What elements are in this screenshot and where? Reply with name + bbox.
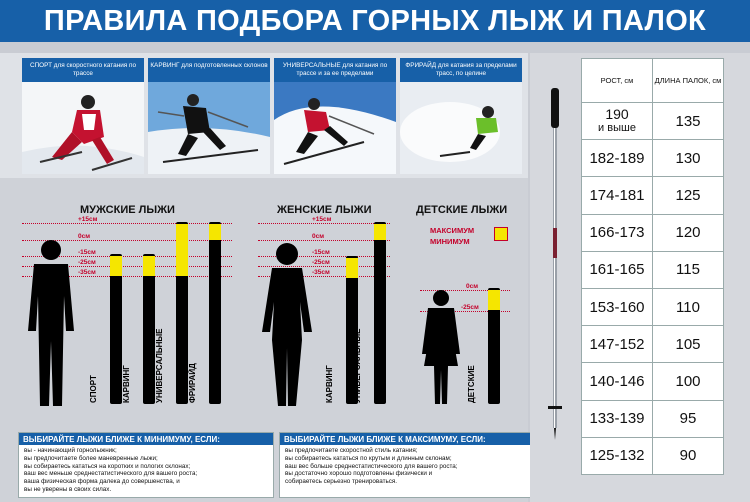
men-skis-title: МУЖСКИЕ ЛЫЖИ bbox=[80, 204, 175, 216]
photo-sport bbox=[22, 58, 144, 174]
table-row bbox=[582, 400, 724, 437]
height-cell: 147-152 bbox=[582, 326, 653, 363]
women-ski-label-carving: КАРВИНГ bbox=[325, 365, 334, 403]
kids-mark-0: 0см bbox=[466, 283, 479, 290]
table-row bbox=[582, 214, 724, 251]
skier-universal-image bbox=[274, 82, 396, 174]
women-mark-plus15: +15см bbox=[312, 216, 332, 223]
photo-caption: УНИВЕРСАЛЬНЫЕ для катания по трассе и за ее пределами bbox=[274, 58, 396, 82]
list-item: вы собираетесь кататься по крутым и длинным склонам; bbox=[285, 454, 452, 462]
sizing-table bbox=[581, 58, 724, 475]
men-mark-plus15: +15см bbox=[78, 216, 98, 223]
column-header-pole: ДЛИНА ПАЛОК, см bbox=[653, 59, 724, 103]
table-row bbox=[582, 140, 724, 177]
women-line-plus15 bbox=[258, 223, 390, 224]
man-silhouette-icon bbox=[22, 236, 80, 406]
list-item: собираетесь серьезно тренироваться. bbox=[285, 478, 398, 486]
pole-cell: 130 bbox=[653, 140, 724, 177]
height-cell: 153-160 bbox=[582, 288, 653, 325]
woman-silhouette-icon bbox=[258, 240, 316, 406]
table-row bbox=[582, 103, 724, 140]
women-mark-0: 0см bbox=[312, 233, 325, 240]
advice-maximum-header: ВЫБИРАЙТЕ ЛЫЖИ БЛИЖЕ К МАКСИМУМУ, ЕСЛИ: bbox=[280, 433, 534, 445]
advice-minimum-list bbox=[19, 445, 273, 496]
men-ski-label-freeride: ФРИРАЙД bbox=[188, 363, 197, 403]
list-item: вы не уверены в своих силах. bbox=[24, 485, 112, 493]
height-cell: 174-181 bbox=[582, 177, 653, 214]
child-silhouette-icon bbox=[420, 288, 462, 404]
men-ski-universal bbox=[176, 222, 188, 404]
photo-carving bbox=[148, 58, 270, 174]
photo-caption: СПОРТ для скоростного катания по трассе bbox=[22, 58, 144, 82]
women-mark-minus25: -25см bbox=[312, 259, 330, 266]
list-item: ваш вес меньше среднестатистического для вашего роста; bbox=[24, 470, 198, 478]
height-cell: 182-189 bbox=[582, 140, 653, 177]
table-row bbox=[582, 251, 724, 288]
list-item: ваша физическая форма далека до совершенства, и bbox=[24, 478, 180, 486]
pole-cell: 95 bbox=[653, 400, 724, 437]
pole-cell: 90 bbox=[653, 437, 724, 474]
pole-cell: 135 bbox=[653, 103, 724, 140]
kids-ski bbox=[488, 288, 500, 404]
photo-caption: ФРИРАЙД для катания за пределами трасс, по целине bbox=[400, 58, 522, 82]
ski-pole-icon bbox=[548, 88, 562, 440]
kids-mark-minus25: -25см bbox=[461, 304, 479, 311]
table-row bbox=[582, 437, 724, 474]
skier-sport-image bbox=[22, 82, 144, 174]
men-mark-minus35: -35см bbox=[78, 269, 96, 276]
height-cell: 133-139 bbox=[582, 400, 653, 437]
pole-cell: 100 bbox=[653, 363, 724, 400]
men-ski-label-carving: КАРВИНГ bbox=[122, 365, 131, 403]
table-row bbox=[582, 288, 724, 325]
men-ski-freeride bbox=[209, 222, 221, 404]
men-line-plus15 bbox=[22, 223, 232, 224]
list-item: ваш вес больше среднестатистического для вашего роста; bbox=[285, 462, 458, 470]
kids-skis-title: ДЕТСКИЕ ЛЫЖИ bbox=[416, 204, 508, 216]
legend-swatch bbox=[494, 227, 508, 241]
women-mark-minus15: -15см bbox=[312, 249, 330, 256]
men-ski-sport bbox=[110, 254, 122, 404]
list-item: вы достаточно хорошо подготовлены физически и bbox=[285, 470, 433, 478]
pole-cell: 120 bbox=[653, 214, 724, 251]
height-cell: 161-165 bbox=[582, 251, 653, 288]
men-ski-label-sport: СПОРТ bbox=[89, 375, 98, 403]
advice-maximum-list bbox=[280, 445, 534, 488]
photo-freeride bbox=[400, 58, 522, 174]
men-mark-0: 0см bbox=[78, 233, 91, 240]
table-row bbox=[582, 363, 724, 400]
advice-minimum-box bbox=[18, 432, 274, 498]
advice-maximum-box bbox=[279, 432, 535, 498]
men-mark-minus25: -25см bbox=[78, 259, 96, 266]
pole-cell: 125 bbox=[653, 177, 724, 214]
legend-min-label: МИНИМУМ bbox=[430, 237, 470, 246]
height-cell: 140-146 bbox=[582, 363, 653, 400]
women-ski-universal bbox=[374, 222, 386, 404]
height-cell: 190 и выше bbox=[582, 103, 653, 140]
table-row bbox=[582, 326, 724, 363]
height-cell: 166-173 bbox=[582, 214, 653, 251]
list-item: вы предпочитаете скоростной стиль катания; bbox=[285, 447, 418, 454]
men-ski-label-universal: УНИВЕРСАЛЬНЫЕ bbox=[155, 328, 164, 403]
pole-cell: 105 bbox=[653, 326, 724, 363]
kids-ski-label: ДЕТСКИЕ bbox=[467, 365, 476, 403]
advice-minimum-header: ВЫБИРАЙТЕ ЛЫЖИ БЛИЖЕ К МИНИМУМУ, ЕСЛИ: bbox=[19, 433, 273, 445]
women-skis-title: ЖЕНСКИЕ ЛЫЖИ bbox=[277, 204, 372, 216]
table-row bbox=[582, 177, 724, 214]
women-ski-label-universal: УНИВЕРСАЛЬНЫЕ bbox=[353, 328, 362, 403]
pole-cell: 110 bbox=[653, 288, 724, 325]
legend-max-label: МАКСИМУМ bbox=[430, 226, 475, 235]
skier-freeride-image bbox=[400, 82, 522, 174]
list-item: вы собираетесь кататься на коротких и пологих склонах; bbox=[24, 462, 191, 470]
women-mark-minus35: -35см bbox=[312, 269, 330, 276]
men-mark-minus15: -15см bbox=[78, 249, 96, 256]
men-ski-carving bbox=[143, 254, 155, 404]
page-title: ПРАВИЛА ПОДБОРА ГОРНЫХ ЛЫЖ И ПАЛОК bbox=[0, 0, 750, 42]
list-item: вы - начинающий горнолыжник; bbox=[24, 447, 117, 454]
column-header-height: РОСТ, см bbox=[582, 59, 653, 103]
height-cell: 125-132 bbox=[582, 437, 653, 474]
pole-cell: 115 bbox=[653, 251, 724, 288]
list-item: вы предпочитаете более маневренные лыжи; bbox=[24, 454, 158, 462]
photo-caption: КАРВИНГ для подготовленных склонов bbox=[148, 58, 270, 82]
photo-universal bbox=[274, 58, 396, 174]
skier-carving-image bbox=[148, 82, 270, 174]
